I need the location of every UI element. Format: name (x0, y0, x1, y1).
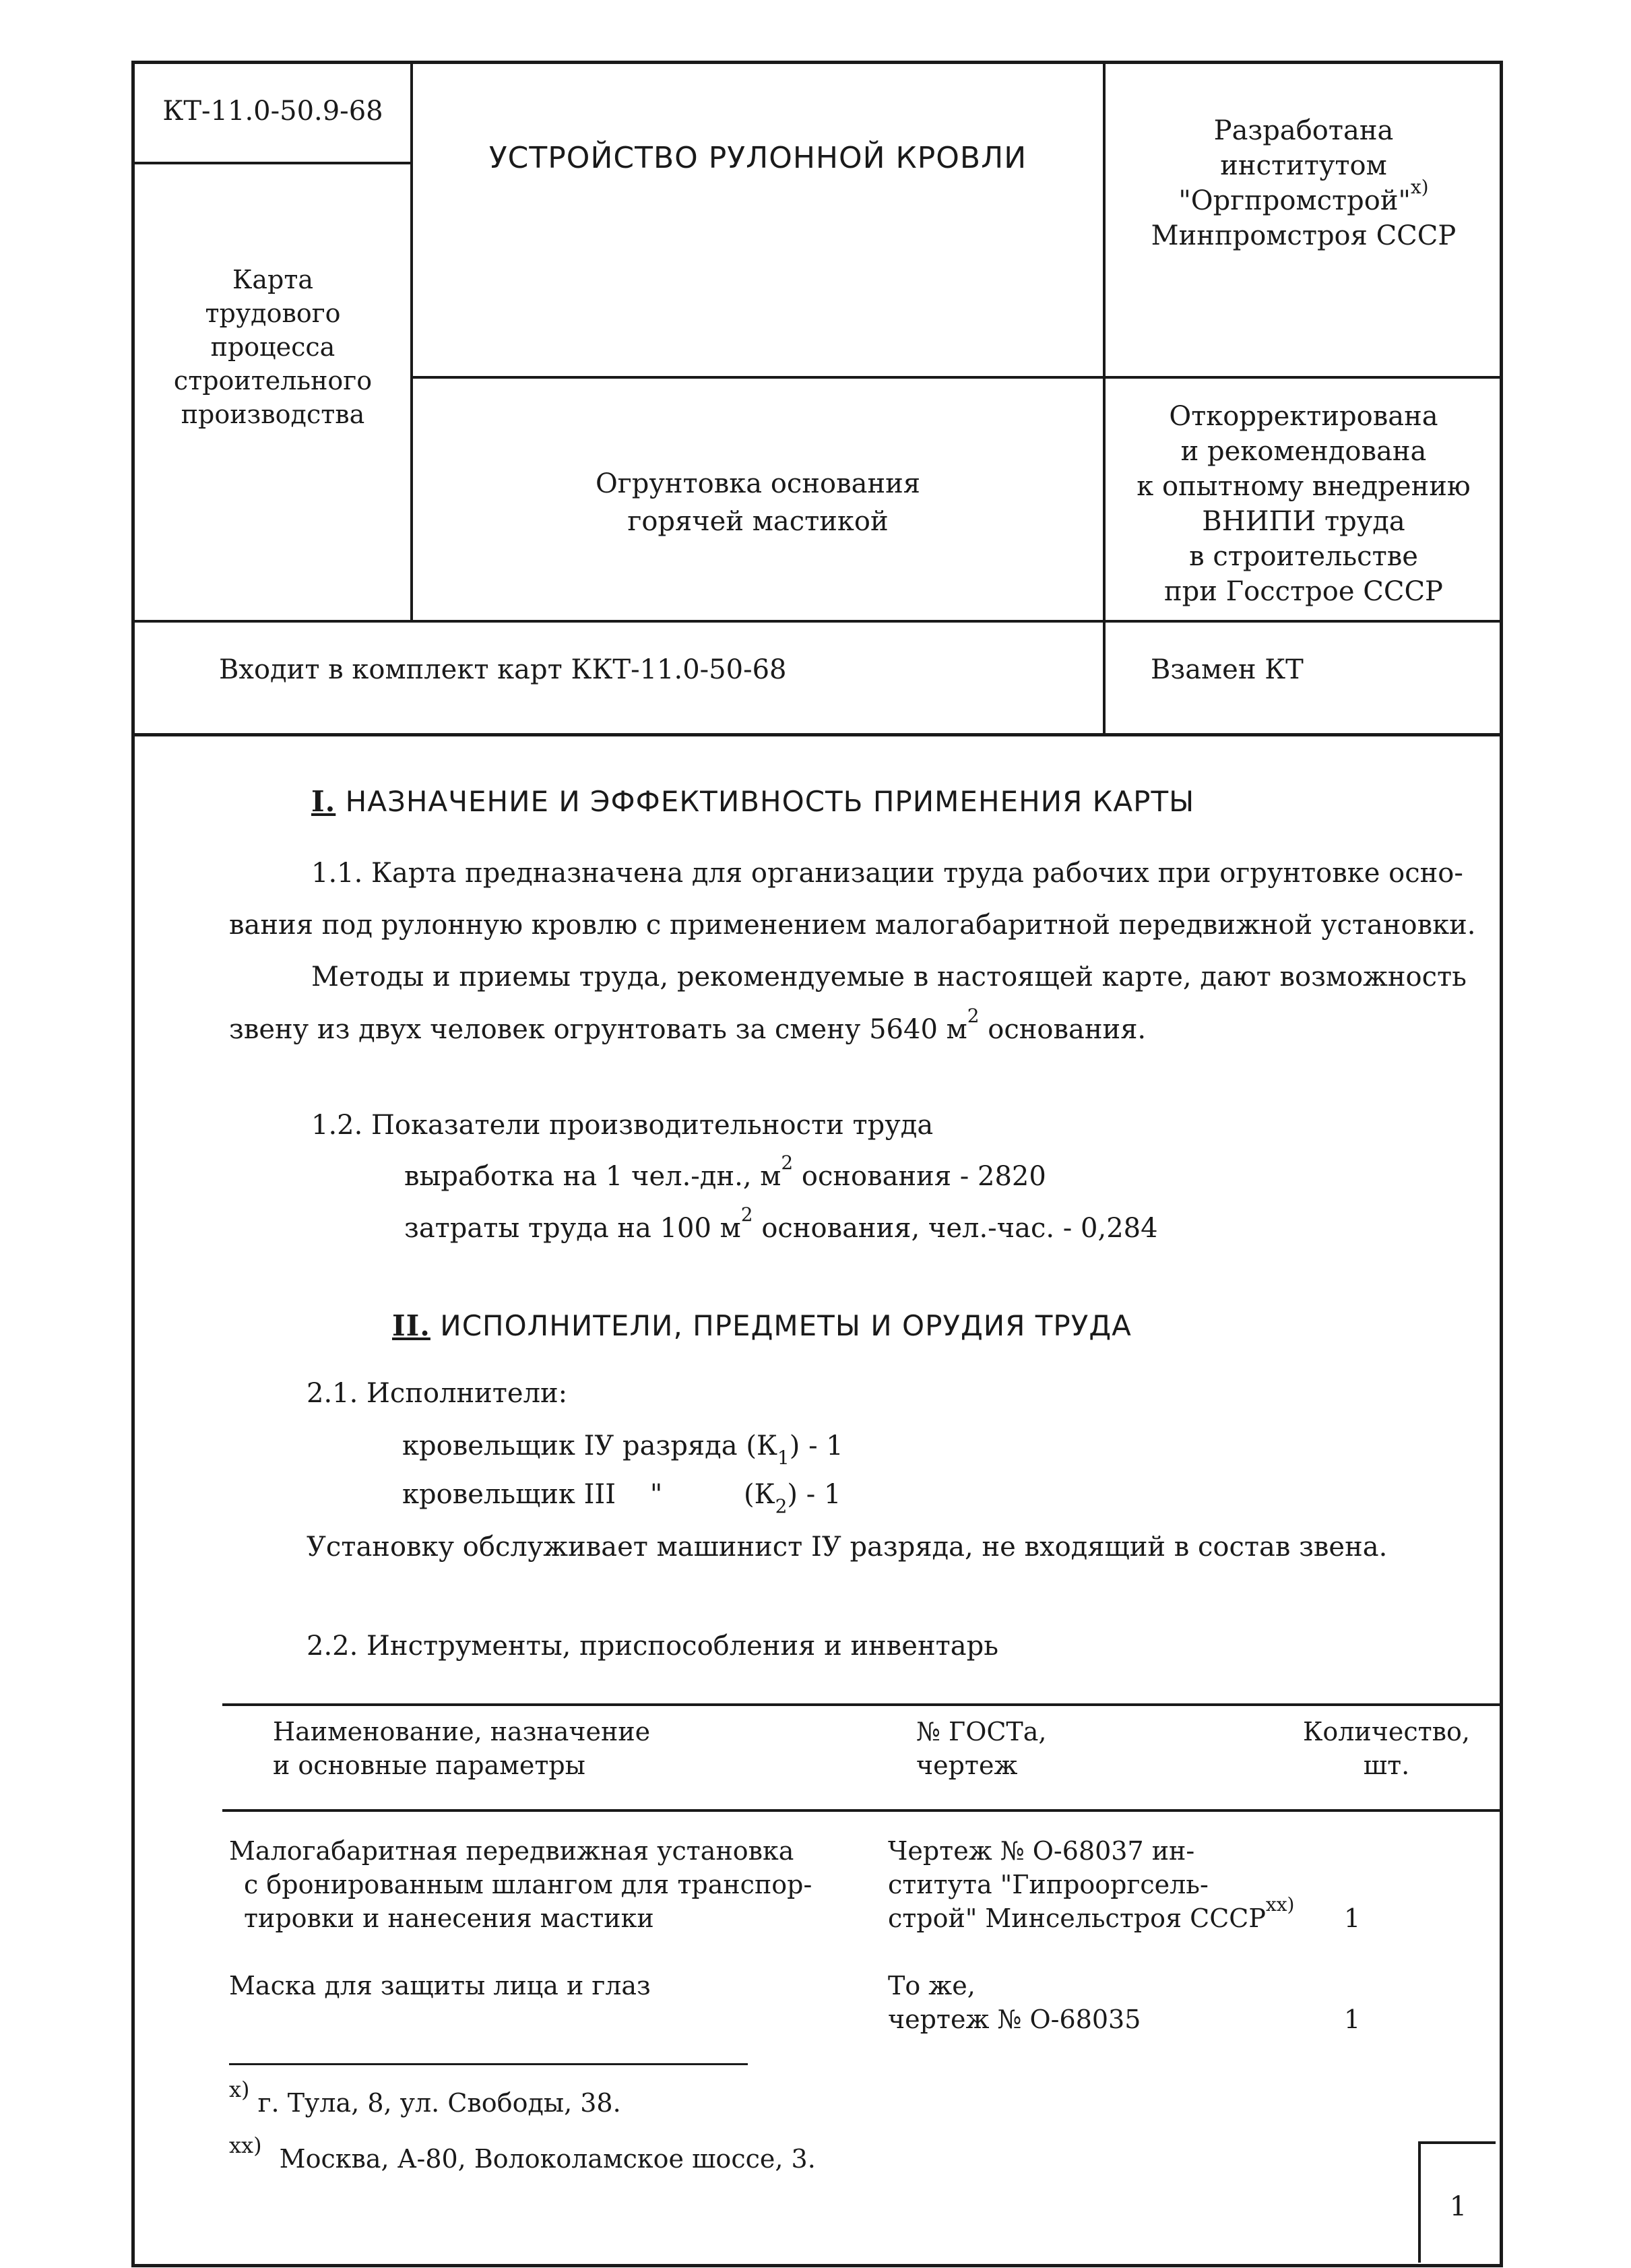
table-top-rule (222, 1703, 1502, 1706)
text-part: основания. (979, 1014, 1147, 1045)
header-line: Наименование, назначение (273, 1717, 651, 1746)
paragraph-methods-cont (229, 1005, 1147, 1048)
document-code: КТ-11.0-50.9-68 (162, 96, 383, 127)
paragraph-1-1: 1.1. Карта предназначена для организации труда рабочих при огрунтовке осно- (311, 858, 1463, 889)
header-line: Количество, (1302, 1717, 1471, 1746)
footnote-rule (229, 2063, 748, 2065)
card-type-line: Карта (232, 265, 314, 294)
text-part: кровельщик IУ разряда (К (402, 1430, 777, 1461)
header-divider-h3 (131, 733, 1502, 736)
section-2-number: II. (392, 1309, 430, 1342)
card-type-line: строительного (173, 366, 373, 396)
indicator-labor (404, 1203, 1158, 1247)
table-header-gost (916, 1715, 1047, 1782)
header-line: шт. (1363, 1751, 1410, 1780)
text-part: кровельщик III (402, 1479, 616, 1510)
card-type-line: процесса (210, 332, 335, 362)
page-number-box (1418, 2141, 1496, 2263)
superscript: 2 (781, 1152, 794, 1174)
card-type-line: трудового (205, 298, 341, 328)
superscript: 2 (967, 1005, 980, 1027)
card-type (138, 263, 408, 431)
footnote-text: г. Тула, 8, ул. Свободы, 38. (257, 2088, 621, 2118)
indicator-output (404, 1152, 1046, 1195)
table-row-1-qty: 1 (1344, 1903, 1361, 1933)
table-row-2-gost (888, 1969, 1141, 2036)
subtitle-line: Огрунтовка основания (596, 468, 920, 499)
cell-line: с бронированным шлангом для транспор- (244, 1870, 812, 1899)
code-box-bottom (131, 162, 412, 164)
corrected-line: в строительстве (1189, 541, 1418, 572)
corrected-line: при Госстрое СССР (1164, 576, 1443, 607)
text-part: (К (744, 1479, 775, 1510)
header-line: и основные параметры (273, 1751, 585, 1780)
corrected-block (1108, 399, 1499, 609)
cell-line: ститута "Гипрооргсель- (888, 1870, 1209, 1899)
section-2-heading: ИСПОЛНИТЕЛИ, ПРЕДМЕТЫ И ОРУДИЯ ТРУДА (440, 1309, 1132, 1342)
paragraph-methods: Методы и приемы труда, рекомендуемые в настоящей карте, дают возможность (311, 962, 1467, 993)
footnote-1 (229, 2077, 621, 2118)
header-divider-h1 (412, 376, 1503, 379)
section-1-title (311, 785, 1194, 818)
table-header-qty (1279, 1715, 1494, 1782)
subscript: 2 (775, 1495, 788, 1517)
header-divider-v1 (410, 61, 413, 621)
frame-bottom (131, 2264, 1502, 2267)
superscript: 2 (740, 1203, 753, 1226)
header-divider-v2 (1103, 61, 1106, 734)
footnote-2 (229, 2133, 816, 2174)
header-divider-h2 (131, 620, 1502, 623)
table-row-1-gost (888, 1834, 1294, 1935)
corrected-line: и рекомендована (1180, 436, 1427, 467)
text-part: звену из двух человек огрунтовать за смену 5640 м (229, 1014, 967, 1045)
section-2-title (392, 1309, 1132, 1342)
developer-line: Разработана (1213, 115, 1394, 146)
text-part: затраты труда на 100 м (404, 1213, 741, 1244)
set-note: Входит в комплект карт ККТ-11.0-50-68 (219, 654, 787, 685)
corrected-line: Откорректирована (1169, 401, 1438, 432)
text-part: основания, чел.-час. - 0,284 (753, 1213, 1158, 1244)
table-header-name (273, 1715, 650, 1782)
paragraph-operator: Установку обслуживает машинист IУ разряда, не входящий в состав звена. (307, 1532, 1388, 1563)
footnote-mark: х) (229, 2077, 250, 2102)
subtitle (414, 465, 1101, 540)
cell-line: Чертеж № О-68037 ин- (888, 1836, 1195, 1866)
paragraph-2-1: 2.1. Исполнители: (307, 1378, 568, 1409)
subtitle-line: горячей мастикой (627, 506, 889, 537)
header-line: чертеж (916, 1751, 1018, 1780)
frame-left (131, 61, 135, 2267)
footnote-text: Москва, А-80, Волоколамское шоссе, 3. (279, 2144, 816, 2174)
cell-line: Маска для защиты лица и глаз (229, 1971, 651, 2001)
developer-block (1108, 113, 1499, 253)
card-type-line: производства (181, 400, 365, 429)
table-row-2-qty: 1 (1344, 2005, 1361, 2034)
main-title: УСТРОЙСТВО РУЛОННОЙ КРОВЛИ (488, 141, 1027, 175)
developer-line: Минпромстроя СССР (1151, 220, 1457, 251)
frame-right (1500, 61, 1503, 2267)
paragraph-1-1-cont: вания под рулонную кровлю с применением малогабаритной передвижной установки. (229, 910, 1476, 941)
cell-line: тировки и нанесения мастики (244, 1903, 654, 1933)
worker-1 (402, 1427, 843, 1469)
paragraph-2-2: 2.2. Инструменты, приспособления и инвентарь (307, 1631, 998, 1662)
header-line: № ГОСТа, (916, 1717, 1047, 1746)
corrected-line: ВНИПИ труда (1202, 506, 1405, 537)
corrected-line: к опытному внедрению (1137, 471, 1471, 502)
text-part: основания - 2820 (793, 1161, 1046, 1192)
frame-top (131, 61, 1502, 64)
footnote-mark: х) (1410, 176, 1429, 198)
table-header-rule (222, 1809, 1502, 1812)
paragraph-1-2: 1.2. Показатели производительности труда (311, 1110, 934, 1141)
text-part: ) - 1 (787, 1479, 841, 1510)
cell-line: чертеж № О-68035 (888, 2005, 1141, 2034)
cell-line: То же, (888, 1971, 976, 2001)
text-part: ) - 1 (789, 1430, 843, 1461)
cell-line: Малогабаритная передвижная установка (229, 1836, 794, 1866)
developer-line: институтом (1220, 150, 1387, 181)
ditto-mark: " (649, 1479, 663, 1510)
subscript: 1 (777, 1447, 790, 1469)
section-1-number: I. (311, 785, 336, 818)
footnote-mark: хх) (229, 2133, 262, 2158)
table-row-1-name (229, 1834, 812, 1935)
developer-line: "Оргпромстрой"$^{х)}$ (1178, 176, 1429, 216)
footnote-mark: хх) (1265, 1893, 1295, 1916)
page-number: 1 (1449, 2191, 1467, 2222)
table-row-2-name (229, 1969, 651, 2003)
cell-line: строй" Минсельстроя $СССР^{хх)}$ (888, 1893, 1295, 1933)
text-part: выработка на 1 чел.-дн., м (404, 1161, 781, 1192)
worker-2 (402, 1476, 841, 1517)
replaces-note: Взамен КТ (1151, 654, 1304, 685)
section-1-heading: НАЗНАЧЕНИЕ И ЭФФЕКТИВНОСТЬ ПРИМЕНЕНИЯ КАРТЫ (345, 785, 1195, 818)
